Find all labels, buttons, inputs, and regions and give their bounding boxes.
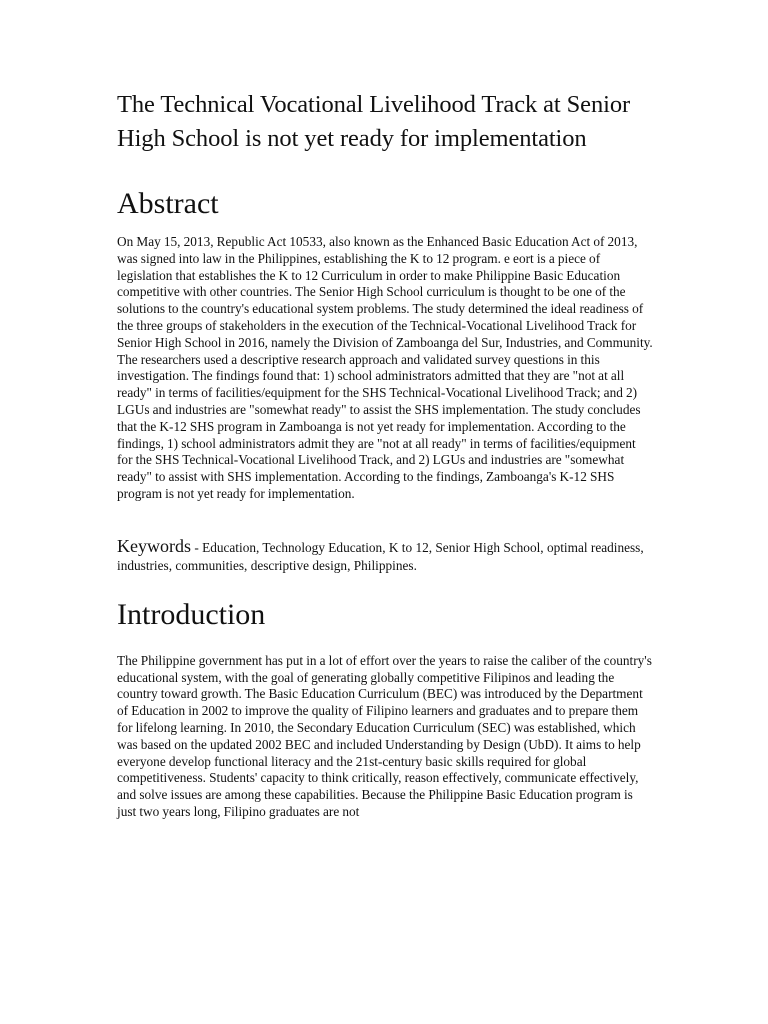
introduction-heading: Introduction bbox=[117, 597, 266, 631]
keywords-label: Keywords bbox=[117, 535, 191, 556]
document-page bbox=[117, 88, 653, 821]
abstract-heading: Abstract bbox=[117, 187, 219, 220]
abstract-text: On May 15, 2013, Republic Act 10533, also known as the Enhanced Basic Education Act of 2013, was signed into law in the Philippines, establishing the K to 12 program. e eort is a piece of legislation that establishes the K to 12 Curriculum in order to make Philippine Basic Education competitive with other countries. The Senior High School curriculum is thought to be one of the solutions to the country's educational system problems. The study determined the ideal readiness of the three groups of stakeholders in the execution of the Technical-Vocational Livelihood Track for Senior High School in 2016, namely the Division of Zamboanga del Sur, Industries, and Community. The researchers used a descriptive research approach and validated survey questions in this investigation. The findings found that: 1) school administrators admitted that they are "not at all ready" in terms of facilities/equipment for the SHS Technical-Vocational Livelihood Track; and 2) LGUs and industries are "somewhat ready" to assist the SHS implementation. The study concludes that the K-12 SHS program in Zamboanga is not yet ready for implementation. According to the findings, 1) school administrators admit they are "not at all ready" in terms of facilities/equipment for the SHS Technical-Vocational Livelihood Track, and 2) LGUs and industries are "somewhat ready" to assist with SHS implementation. According to the findings, Zamboanga's K-12 SHS program is not yet ready for implementation. bbox=[117, 234, 653, 501]
document-title: The Technical Vocational Livelihood Track at Senior High School is not yet ready for implementation bbox=[117, 91, 631, 152]
keywords-paragraph bbox=[117, 537, 653, 575]
introduction-text: The Philippine government has put in a lot of effort over the years to raise the caliber of the country's educational system, with the goal of generating globally competitive Filipinos and leading the country toward growth. The Basic Education Curriculum (BEC) was introduced by the Department of Education in 2002 to improve the quality of Filipino learners and graduates and to prepare them for lifelong learning. In 2010, the Secondary Education Curriculum (SEC) was established, which was based on the updated 2002 BEC and included Understanding by Design (UbD). It aims to help everyone develop functional literacy and the 21st-century basic skills required for global competitiveness. Students' capacity to think critically, reason effectively, communicate effectively, and solve issues are among these capabilities. Because the Philippine Basic Education program is just two years long, Filipino graduates are not bbox=[117, 652, 652, 819]
keywords-text: - Education, Technology Education, K to 12, Senior High School, optimal readiness, industries, communities, descriptive design, Philippines. bbox=[117, 539, 644, 573]
